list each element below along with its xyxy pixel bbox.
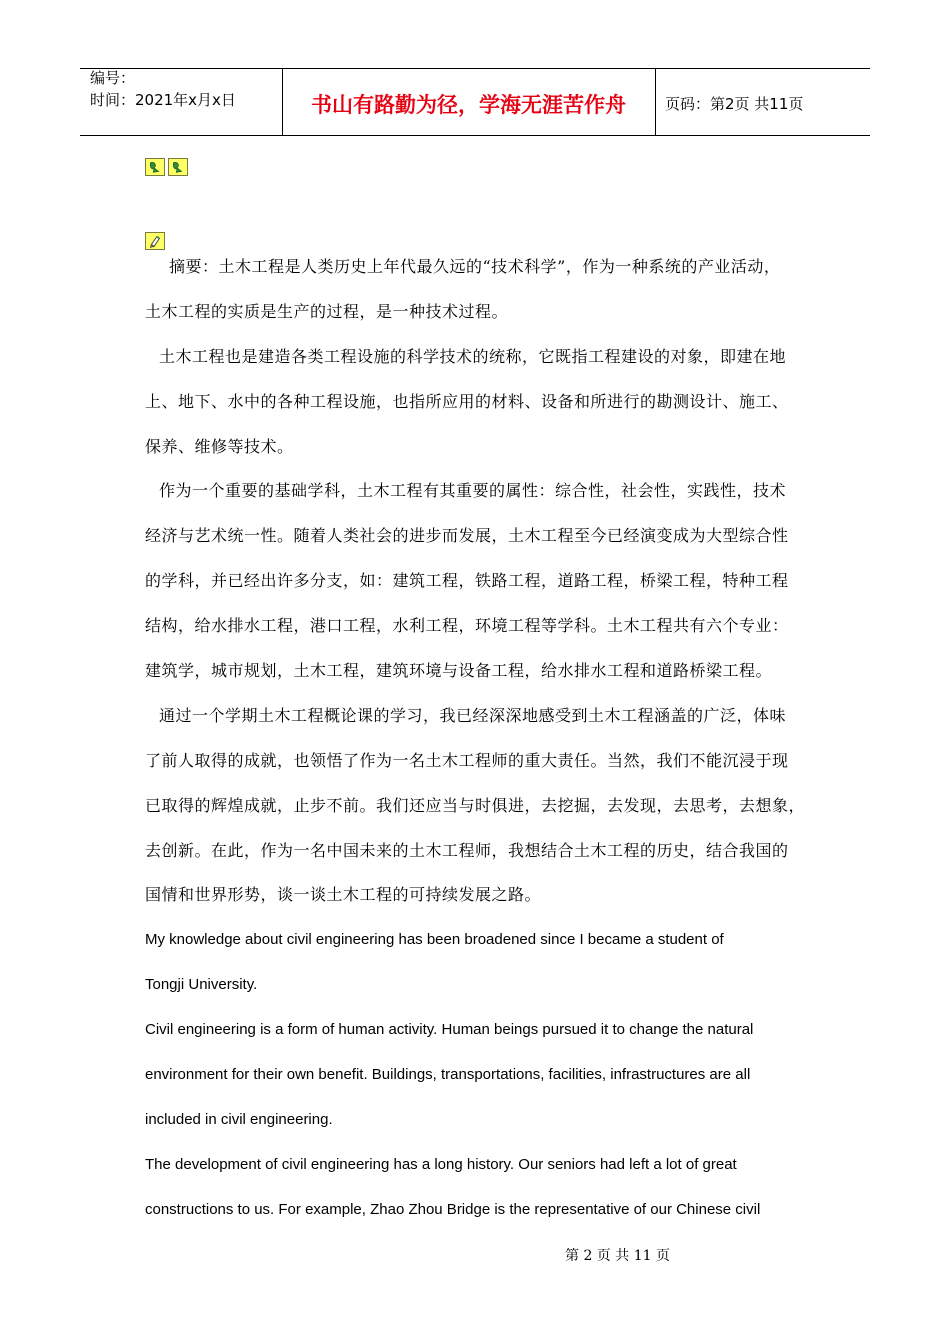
paragraph-line: 已取得的辉煌成就，止步不前。我们还应当与时俱进，去挖掘，去发现，去思考，去想象， <box>145 795 806 815</box>
paragraph-line: constructions to us. For example, Zhao Zhou Bridge is the representative of our Chinese civil <box>145 1200 761 1218</box>
paragraph-line: 的学科，并已经出许多分支，如：建筑工程，铁路工程，道路工程，桥梁工程，特种工程 <box>145 571 789 591</box>
paragraph-line: 土木工程也是建造各类工程设施的科学技术的统称，它既指工程建设的对象，即建在地 <box>159 346 787 366</box>
header-info-cell <box>80 67 282 135</box>
paragraph-line: Civil engineering is a form of human activity. Human beings pursued it to change the natural <box>145 1021 754 1039</box>
page-number-info: 页码：第2页 共11页 <box>665 95 804 113</box>
paragraph-line: 通过一个学期土木工程概论课的学习，我已经深深地感受到土木工程涵盖的广泛，体味 <box>159 705 787 725</box>
header-page-cell <box>655 68 870 135</box>
green-arrow-icon <box>145 158 165 176</box>
motto-text: 书山有路勤为径，学海无涯苦作舟 <box>311 93 626 117</box>
green-arrow-icon <box>168 158 188 176</box>
paragraph-line: included in civil engineering. <box>145 1110 333 1128</box>
page-footer: 第 2 页 共 11 页 <box>565 1248 670 1264</box>
paragraph-line: 经济与艺术统一性。随着人类社会的进步而发展，土木工程至今已经演变成为大型综合性 <box>145 526 789 546</box>
paragraph-line: 国情和世界形势，谈一谈土木工程的可持续发展之路。 <box>145 885 542 905</box>
header-motto-cell <box>282 68 655 135</box>
paragraph-line: 土木工程的实质是生产的过程，是一种技术过程。 <box>145 301 509 321</box>
paragraph-line: 保养、维修等技术。 <box>145 436 294 456</box>
header-bottom-border <box>80 135 870 136</box>
serial-number-label: 编号： <box>90 69 136 87</box>
paragraph-line: 上、地下、水中的各种工程设施，也指所应用的材料、设备和所进行的勘测设计、施工、 <box>145 391 789 411</box>
paragraph-line: 作为一个重要的基础学科，土木工程有其重要的属性：综合性，社会性，实践性，技术 <box>159 481 787 501</box>
paragraph-line: 去创新。在此，作为一名中国未来的土木工程师，我想结合土木工程的历史，结合我国的 <box>145 840 789 860</box>
paragraph-line: 了前人取得的成就，也领悟了作为一名土木工程师的重大责任。当然，我们不能沉浸于现 <box>145 750 789 770</box>
paragraph-line: 建筑学，城市规划，土木工程，建筑环境与设备工程，给水排水工程和道路桥梁工程。 <box>145 661 773 681</box>
body-text <box>145 245 825 1233</box>
paragraph-line: 摘要：土木工程是人类历史上年代最久远的“技术科学”，作为一种系统的产业活动， <box>169 257 781 276</box>
paragraph-line: My knowledge about civil engineering has been broadened since I became a student of <box>145 931 724 949</box>
paragraph-line: environment for their own benefit. Buildings, transportations, facilities, infrastructures are all <box>145 1066 751 1084</box>
paragraph-line: Tongji University. <box>145 976 258 994</box>
paragraph-line: 结构，给水排水工程，港口工程，水利工程，环境工程等学科。土木工程共有六个专业： <box>145 616 789 636</box>
date-line: 时间：2021年x月x日 <box>90 91 236 109</box>
paragraph-line: The development of civil engineering has a long history. Our seniors had left a lot of great <box>145 1155 737 1173</box>
